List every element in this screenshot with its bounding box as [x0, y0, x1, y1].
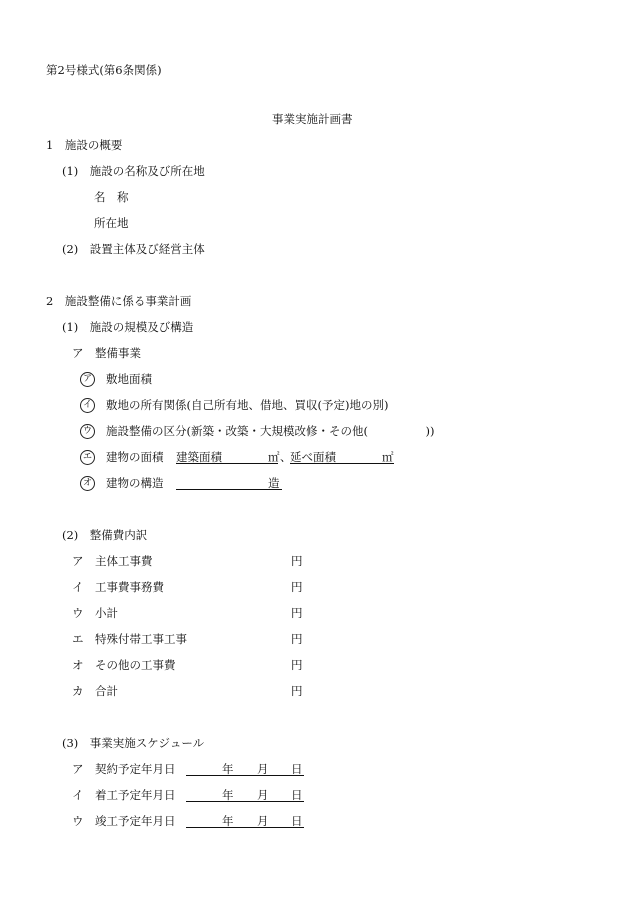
section-2-heading: 2 施設整備に係る事業計画 — [46, 294, 192, 308]
cost-label-total: カ 合計 — [72, 684, 118, 698]
facility-name-label: 名 称 — [94, 190, 129, 204]
cost-label-main: ア 主体工事費 — [72, 554, 153, 568]
building-structure-label: 建物の構造 — [106, 476, 164, 490]
section-2-sub-2: (2) 整備費内訳 — [62, 528, 148, 542]
floor-area-underline — [290, 463, 394, 464]
circled-mark-a: ア — [80, 372, 95, 387]
section-1-sub-1: (1) 施設の名称及び所在地 — [62, 164, 205, 178]
building-area-label: 建築面積 — [176, 450, 222, 464]
schedule-completion-month: 月 — [257, 814, 269, 828]
schedule-completion-year: 年 — [222, 814, 234, 828]
cost-label-other: オ その他の工事費 — [72, 658, 176, 672]
cost-unit-special: 円 — [291, 632, 303, 646]
facility-location-label: 所在地 — [94, 216, 129, 230]
area-separator: 、 — [280, 450, 292, 464]
site-area-label: 敷地面積 — [106, 372, 152, 386]
structure-suffix: 造 — [268, 476, 280, 490]
building-area-underline — [176, 463, 278, 464]
floor-area-label: 延べ面積 — [290, 450, 336, 464]
cost-unit-subtotal: 円 — [291, 606, 303, 620]
cost-label-subtotal: ウ 小計 — [72, 606, 118, 620]
section-1-heading: 1 施設の概要 — [46, 138, 123, 152]
cost-unit-other: 円 — [291, 658, 303, 672]
schedule-start-underline — [186, 801, 304, 802]
schedule-contract-year: 年 — [222, 762, 234, 776]
circled-mark-i: イ — [80, 398, 95, 413]
schedule-start-year: 年 — [222, 788, 234, 802]
building-area-item-label: 建物の面積 — [106, 450, 164, 464]
land-ownership-label: 敷地の所有関係(自己所有地、借地、買収(予定)地の別) — [106, 398, 389, 412]
document-title: 事業実施計画書 — [272, 112, 353, 126]
section-1-sub-2: (2) 設置主体及び経営主体 — [62, 242, 205, 256]
schedule-contract-label: ア 契約予定年月日 — [72, 762, 176, 776]
schedule-start-label: イ 着工予定年月日 — [72, 788, 176, 802]
section-2-sub-3: (3) 事業実施スケジュール — [62, 736, 205, 750]
schedule-completion-underline — [186, 827, 304, 828]
schedule-completion-day: 日 — [291, 814, 303, 828]
building-area-sqm: ㎡ — [268, 450, 280, 464]
schedule-completion-label: ウ 竣工予定年月日 — [72, 814, 176, 828]
schedule-contract-month: 月 — [257, 762, 269, 776]
circled-mark-u: ウ — [80, 424, 95, 439]
cost-label-office: イ 工事費事務費 — [72, 580, 164, 594]
section-2-sub-1: (1) 施設の規模及び構造 — [62, 320, 194, 334]
structure-underline — [176, 489, 282, 490]
cost-unit-main: 円 — [291, 554, 303, 568]
schedule-contract-underline — [186, 775, 304, 776]
schedule-start-month: 月 — [257, 788, 269, 802]
schedule-start-day: 日 — [291, 788, 303, 802]
circled-mark-o: オ — [80, 476, 95, 491]
circled-mark-e: エ — [80, 450, 95, 465]
floor-area-sqm: ㎡ — [382, 450, 394, 464]
cost-unit-total: 円 — [291, 684, 303, 698]
cost-unit-office: 円 — [291, 580, 303, 594]
form-number: 第2号様式(第6条関係) — [46, 63, 162, 77]
schedule-contract-day: 日 — [291, 762, 303, 776]
cost-label-special: エ 特殊付帯工事工事 — [72, 632, 187, 646]
development-project-label: ア 整備事業 — [72, 346, 141, 360]
development-category-label: 施設整備の区分(新築・改築・大規模改修・その他( )) — [106, 424, 435, 438]
